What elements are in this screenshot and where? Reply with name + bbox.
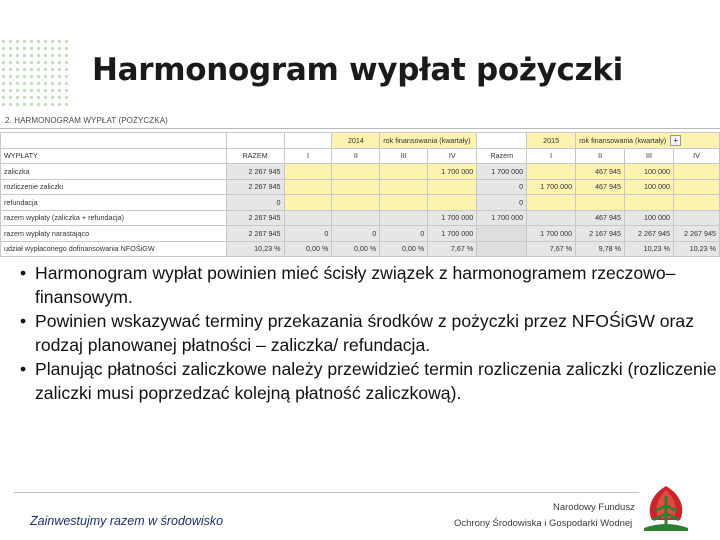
cell-input[interactable] <box>576 195 625 211</box>
col-header-q3-2014: III <box>380 148 428 164</box>
cell-computed: 467 945 <box>576 210 625 226</box>
year-header-row <box>1 133 720 149</box>
footer-slogan: Zainwestujmy razem w środowisko <box>30 514 224 528</box>
table-row <box>1 179 720 195</box>
nfosigw-tree-logo-icon <box>640 484 692 532</box>
cell-input[interactable] <box>284 195 332 211</box>
page-title: Harmonogram wypłat pożyczki <box>92 52 623 88</box>
cell-input[interactable] <box>380 179 428 195</box>
row-label: razem wypłaty narastająco <box>1 226 227 242</box>
cell-input[interactable] <box>380 195 428 211</box>
year-2015-label-cell <box>576 133 720 149</box>
bullet-text: Harmonogram wypłat powinien mieć ścisły związek z harmonogramem rzeczowo–finansowym. <box>35 263 676 307</box>
payout-schedule-table <box>0 132 720 257</box>
cell-total <box>477 241 527 257</box>
cell-computed: 1 700 000 <box>428 226 477 242</box>
cell-computed <box>527 210 576 226</box>
cell-computed: 2 167 945 <box>576 226 625 242</box>
cell-input[interactable] <box>332 195 380 211</box>
bullet-text: Powinien wskazywać terminy przekazania środków z pożyczki przez NFOŚiGW oraz rodzaj planowanej płatności – zaliczka/ refundacja. <box>35 311 694 355</box>
cell-input[interactable] <box>673 164 719 180</box>
footer-divider <box>14 492 639 493</box>
decorative-dot-pattern <box>0 38 70 108</box>
cell-input[interactable]: 100 000 <box>625 179 674 195</box>
col-header-razem-2014: Razem <box>477 148 527 164</box>
row-label: razem wypłaty (zaliczka + refundacja) <box>1 210 227 226</box>
section-title: 2. HARMONOGRAM WYPŁAT (POŻYCZKA) <box>5 116 168 125</box>
cell-total <box>477 226 527 242</box>
cell-computed: 1 700 000 <box>527 226 576 242</box>
cell-total: 2 267 945 <box>226 179 284 195</box>
cell-input[interactable]: 100 000 <box>625 164 674 180</box>
cell-computed: 2 267 945 <box>625 226 674 242</box>
cell-computed: 0,00 % <box>284 241 332 257</box>
cell-input[interactable] <box>428 195 477 211</box>
col-header-q1-2015: I <box>527 148 576 164</box>
cell-input[interactable] <box>284 179 332 195</box>
cell-computed: 0,00 % <box>380 241 428 257</box>
cell-computed <box>332 210 380 226</box>
cell-computed <box>284 210 332 226</box>
year-2015-cell[interactable]: 2015 <box>527 133 576 149</box>
cell-total: 10,23 % <box>226 241 284 257</box>
cell-total: 0 <box>226 195 284 211</box>
col-header-q3-2015: III <box>625 148 674 164</box>
year-2014-cell[interactable]: 2014 <box>332 133 380 149</box>
cell-computed: 10,23 % <box>673 241 719 257</box>
cell-input[interactable]: 467 945 <box>576 179 625 195</box>
year-2014-label: rok finansowania (kwartały) <box>380 133 477 149</box>
cell-input[interactable] <box>625 195 674 211</box>
cell-input[interactable] <box>527 164 576 180</box>
cell-total: 2 267 945 <box>226 210 284 226</box>
column-header-row <box>1 148 720 164</box>
section-divider <box>0 128 720 129</box>
table-row <box>1 226 720 242</box>
bullet-marker: • <box>20 359 27 379</box>
cell-computed: 10,23 % <box>625 241 674 257</box>
cell-computed: 0 <box>332 226 380 242</box>
bullet-text: Planując płatności zaliczkowe należy przewidzieć termin rozliczenia zaliczki (rozliczenie zaliczki musi poprzedzać kolejną płatność zaliczkową). <box>35 359 717 403</box>
cell-computed: 7,67 % <box>428 241 477 257</box>
cell-computed: 0,00 % <box>332 241 380 257</box>
cell-input[interactable] <box>428 179 477 195</box>
cell-total: 2 267 945 <box>226 164 284 180</box>
cell-input[interactable] <box>332 164 380 180</box>
cell-input[interactable]: 467 945 <box>576 164 625 180</box>
cell-computed: 7,67 % <box>527 241 576 257</box>
cell-total: 2 267 945 <box>226 226 284 242</box>
cell-total: 0 <box>477 195 527 211</box>
cell-input[interactable] <box>380 164 428 180</box>
cell-computed: 2 267 945 <box>673 226 719 242</box>
cell-input[interactable] <box>673 179 719 195</box>
bullet-list <box>20 261 720 405</box>
cell-total: 0 <box>477 179 527 195</box>
add-year-button[interactable]: + <box>670 135 681 146</box>
cell-computed: 0 <box>284 226 332 242</box>
col-header-razem: RAZEM <box>226 148 284 164</box>
col-header-q2-2015: II <box>576 148 625 164</box>
cell-computed: 9,78 % <box>576 241 625 257</box>
schedule-table-panel <box>0 113 720 263</box>
cell-input[interactable]: 1 700 000 <box>428 164 477 180</box>
table-row <box>1 241 720 257</box>
table-row <box>1 164 720 180</box>
cell-input[interactable]: 1 700 000 <box>527 179 576 195</box>
bullet-item <box>20 357 720 405</box>
row-label: udział wypłaconego dofinansowania NFOŚiGW <box>1 241 227 257</box>
row-label: refundacja <box>1 195 227 211</box>
col-header-q1-2014: I <box>284 148 332 164</box>
cell-input[interactable] <box>332 179 380 195</box>
footer-brand-line2: Ochrony Środowiska i Gospodarki Wodnej <box>454 518 633 529</box>
col-header-wyplaty: WYPŁATY <box>1 148 227 164</box>
col-header-q2-2014: II <box>332 148 380 164</box>
bullet-marker: • <box>20 263 27 283</box>
bullet-item <box>20 261 720 309</box>
cell-computed: 1 700 000 <box>428 210 477 226</box>
year-2015-label: rok finansowania (kwartały) <box>579 135 667 145</box>
cell-input[interactable] <box>284 164 332 180</box>
cell-input[interactable] <box>527 195 576 211</box>
cell-computed: 100 000 <box>625 210 674 226</box>
footer-brand-line1: Narodowy Fundusz <box>553 502 635 513</box>
cell-total: 1 700 000 <box>477 164 527 180</box>
cell-computed <box>380 210 428 226</box>
row-label: rozliczenie zaliczki <box>1 179 227 195</box>
cell-total: 1 700 000 <box>477 210 527 226</box>
cell-computed <box>673 210 719 226</box>
cell-input[interactable] <box>673 195 719 211</box>
col-header-q4-2015: IV <box>673 148 719 164</box>
cell-computed: 0 <box>380 226 428 242</box>
table-row <box>1 210 720 226</box>
row-label: zaliczka <box>1 164 227 180</box>
table-row <box>1 195 720 211</box>
col-header-q4-2014: IV <box>428 148 477 164</box>
bullet-item <box>20 309 720 357</box>
bullet-marker: • <box>20 311 27 331</box>
